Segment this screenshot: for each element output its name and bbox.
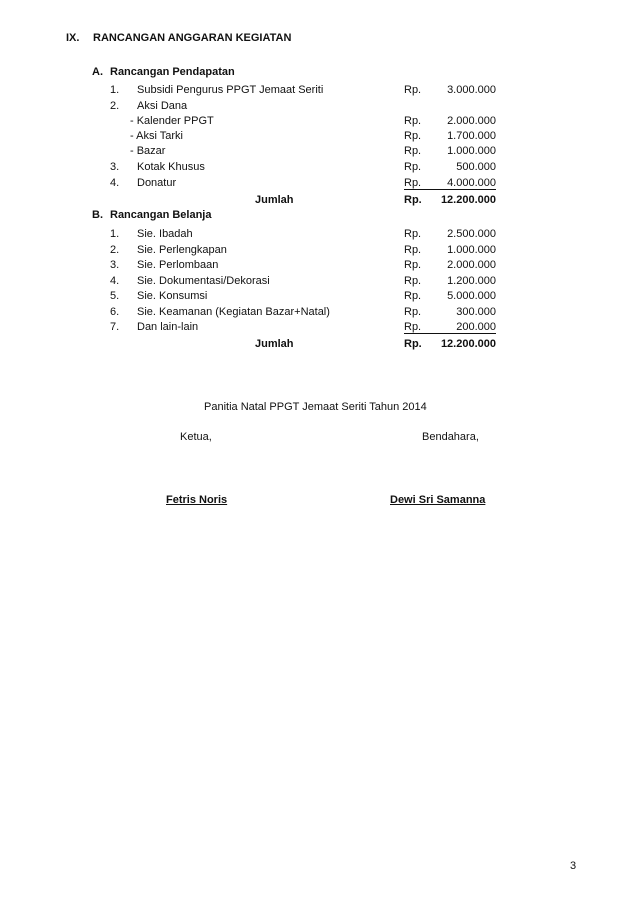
pendapatan-letter: A. bbox=[92, 66, 103, 78]
belanja-total bbox=[0, 337, 638, 351]
belanja-item-3 bbox=[0, 258, 638, 272]
belanja-item-6 bbox=[0, 305, 638, 319]
section-number: IX. bbox=[66, 32, 80, 44]
item-number: 4. bbox=[110, 177, 120, 189]
item-currency: Rp. bbox=[404, 228, 422, 240]
total-label: Jumlah bbox=[255, 338, 294, 350]
item-label: Sie. Perlengkapan bbox=[137, 244, 227, 256]
item-amount bbox=[404, 243, 496, 256]
subitem-amount bbox=[404, 114, 496, 127]
item-value: 2.000.000 bbox=[447, 259, 496, 271]
item-value: 5.000.000 bbox=[447, 290, 496, 302]
item-currency: Rp. bbox=[404, 177, 422, 189]
item-number: 3. bbox=[110, 161, 120, 173]
pendapatan-subitem-1 bbox=[0, 114, 638, 128]
belanja-item-5 bbox=[0, 289, 638, 303]
chair-name: Fetris Noris bbox=[166, 494, 228, 506]
belanja-item-4 bbox=[0, 274, 638, 288]
treasurer-role: Bendahara, bbox=[422, 431, 479, 443]
pendapatan-heading bbox=[0, 65, 638, 79]
item-currency: Rp. bbox=[404, 275, 422, 287]
total-amount bbox=[404, 337, 496, 350]
item-value: 2.500.000 bbox=[447, 228, 496, 240]
item-number: 4. bbox=[110, 275, 120, 287]
item-label: Sie. Keamanan (Kegiatan Bazar+Natal) bbox=[137, 306, 330, 318]
item-label: Subsidi Pengurus PPGT Jemaat Seriti bbox=[137, 84, 324, 96]
committee-name: Panitia Natal PPGT Jemaat Seriti Tahun 2014 bbox=[204, 401, 427, 413]
pendapatan-total bbox=[0, 193, 638, 207]
subitem-value: 2.000.000 bbox=[447, 115, 496, 127]
item-currency: Rp. bbox=[404, 84, 422, 96]
item-number: 3. bbox=[110, 259, 120, 271]
item-amount-underlined bbox=[404, 320, 496, 334]
item-number: 5. bbox=[110, 290, 120, 302]
item-amount bbox=[404, 227, 496, 240]
belanja-letter: B. bbox=[92, 209, 103, 221]
pendapatan-subitem-2 bbox=[0, 129, 638, 143]
item-currency: Rp. bbox=[404, 290, 422, 302]
belanja-heading bbox=[0, 208, 638, 222]
subitem-label: - Bazar bbox=[130, 145, 166, 157]
pendapatan-item-1 bbox=[0, 83, 638, 97]
pendapatan-item-2 bbox=[0, 99, 638, 113]
item-number: 2. bbox=[110, 244, 120, 256]
item-currency: Rp. bbox=[404, 259, 422, 271]
item-label: Sie. Konsumsi bbox=[137, 290, 208, 302]
total-currency: Rp. bbox=[404, 338, 422, 350]
section-heading bbox=[0, 31, 638, 45]
item-value: 300.000 bbox=[456, 306, 496, 318]
item-value: 200.000 bbox=[456, 321, 496, 333]
subitem-value: 1.700.000 bbox=[447, 130, 496, 142]
item-value: 1.000.000 bbox=[447, 244, 496, 256]
item-amount bbox=[404, 274, 496, 287]
belanja-item-2 bbox=[0, 243, 638, 257]
subitem-amount bbox=[404, 129, 496, 142]
total-label: Jumlah bbox=[255, 194, 294, 206]
subitem-label: - Aksi Tarki bbox=[130, 130, 183, 142]
item-currency: Rp. bbox=[404, 161, 422, 173]
belanja-item-7 bbox=[0, 320, 638, 334]
item-amount bbox=[404, 160, 496, 173]
item-amount-underlined bbox=[404, 176, 496, 190]
subitem-value: 1.000.000 bbox=[447, 145, 496, 157]
item-label: Sie. Perlombaan bbox=[137, 259, 219, 271]
item-label: Sie. Dokumentasi/Dekorasi bbox=[137, 275, 270, 287]
item-value: 1.200.000 bbox=[447, 275, 496, 287]
signature-names bbox=[0, 493, 638, 507]
pendapatan-title: Rancangan Pendapatan bbox=[110, 66, 235, 78]
section-title: RANCANGAN ANGGARAN KEGIATAN bbox=[93, 32, 292, 44]
treasurer-name: Dewi Sri Samanna bbox=[390, 494, 486, 506]
total-value: 12.200.000 bbox=[440, 338, 496, 350]
item-label: Aksi Dana bbox=[137, 100, 188, 112]
page-number: 3 bbox=[570, 860, 577, 872]
item-number: 1. bbox=[110, 84, 120, 96]
committee-line bbox=[0, 400, 638, 414]
item-label: Donatur bbox=[137, 177, 177, 189]
item-number: 7. bbox=[110, 321, 120, 333]
item-amount bbox=[404, 83, 496, 96]
item-currency: Rp. bbox=[404, 244, 422, 256]
item-value: 4.000.000 bbox=[447, 177, 496, 189]
page-footer bbox=[0, 859, 638, 873]
subitem-amount bbox=[404, 144, 496, 157]
item-label: Kotak Khusus bbox=[137, 161, 205, 173]
belanja-item-1 bbox=[0, 227, 638, 241]
item-amount bbox=[404, 289, 496, 302]
item-label: Sie. Ibadah bbox=[137, 228, 193, 240]
pendapatan-item-4 bbox=[0, 176, 638, 190]
item-number: 6. bbox=[110, 306, 120, 318]
total-currency: Rp. bbox=[404, 194, 422, 206]
item-amount bbox=[404, 305, 496, 318]
total-amount bbox=[404, 193, 496, 206]
belanja-title: Rancangan Belanja bbox=[110, 209, 212, 221]
chair-role: Ketua, bbox=[180, 431, 212, 443]
item-number: 2. bbox=[110, 100, 120, 112]
item-amount bbox=[404, 258, 496, 271]
item-label: Dan lain-lain bbox=[137, 321, 199, 333]
subitem-currency: Rp. bbox=[404, 115, 422, 127]
item-number: 1. bbox=[110, 228, 120, 240]
subitem-currency: Rp. bbox=[404, 130, 422, 142]
signature-roles bbox=[0, 430, 638, 444]
item-currency: Rp. bbox=[404, 321, 422, 333]
subitem-label: - Kalender PPGT bbox=[130, 115, 214, 127]
item-value: 3.000.000 bbox=[447, 84, 496, 96]
total-value: 12.200.000 bbox=[440, 194, 496, 206]
pendapatan-subitem-3 bbox=[0, 144, 638, 158]
subitem-currency: Rp. bbox=[404, 145, 422, 157]
pendapatan-item-3 bbox=[0, 160, 638, 174]
item-value: 500.000 bbox=[456, 161, 496, 173]
item-currency: Rp. bbox=[404, 306, 422, 318]
